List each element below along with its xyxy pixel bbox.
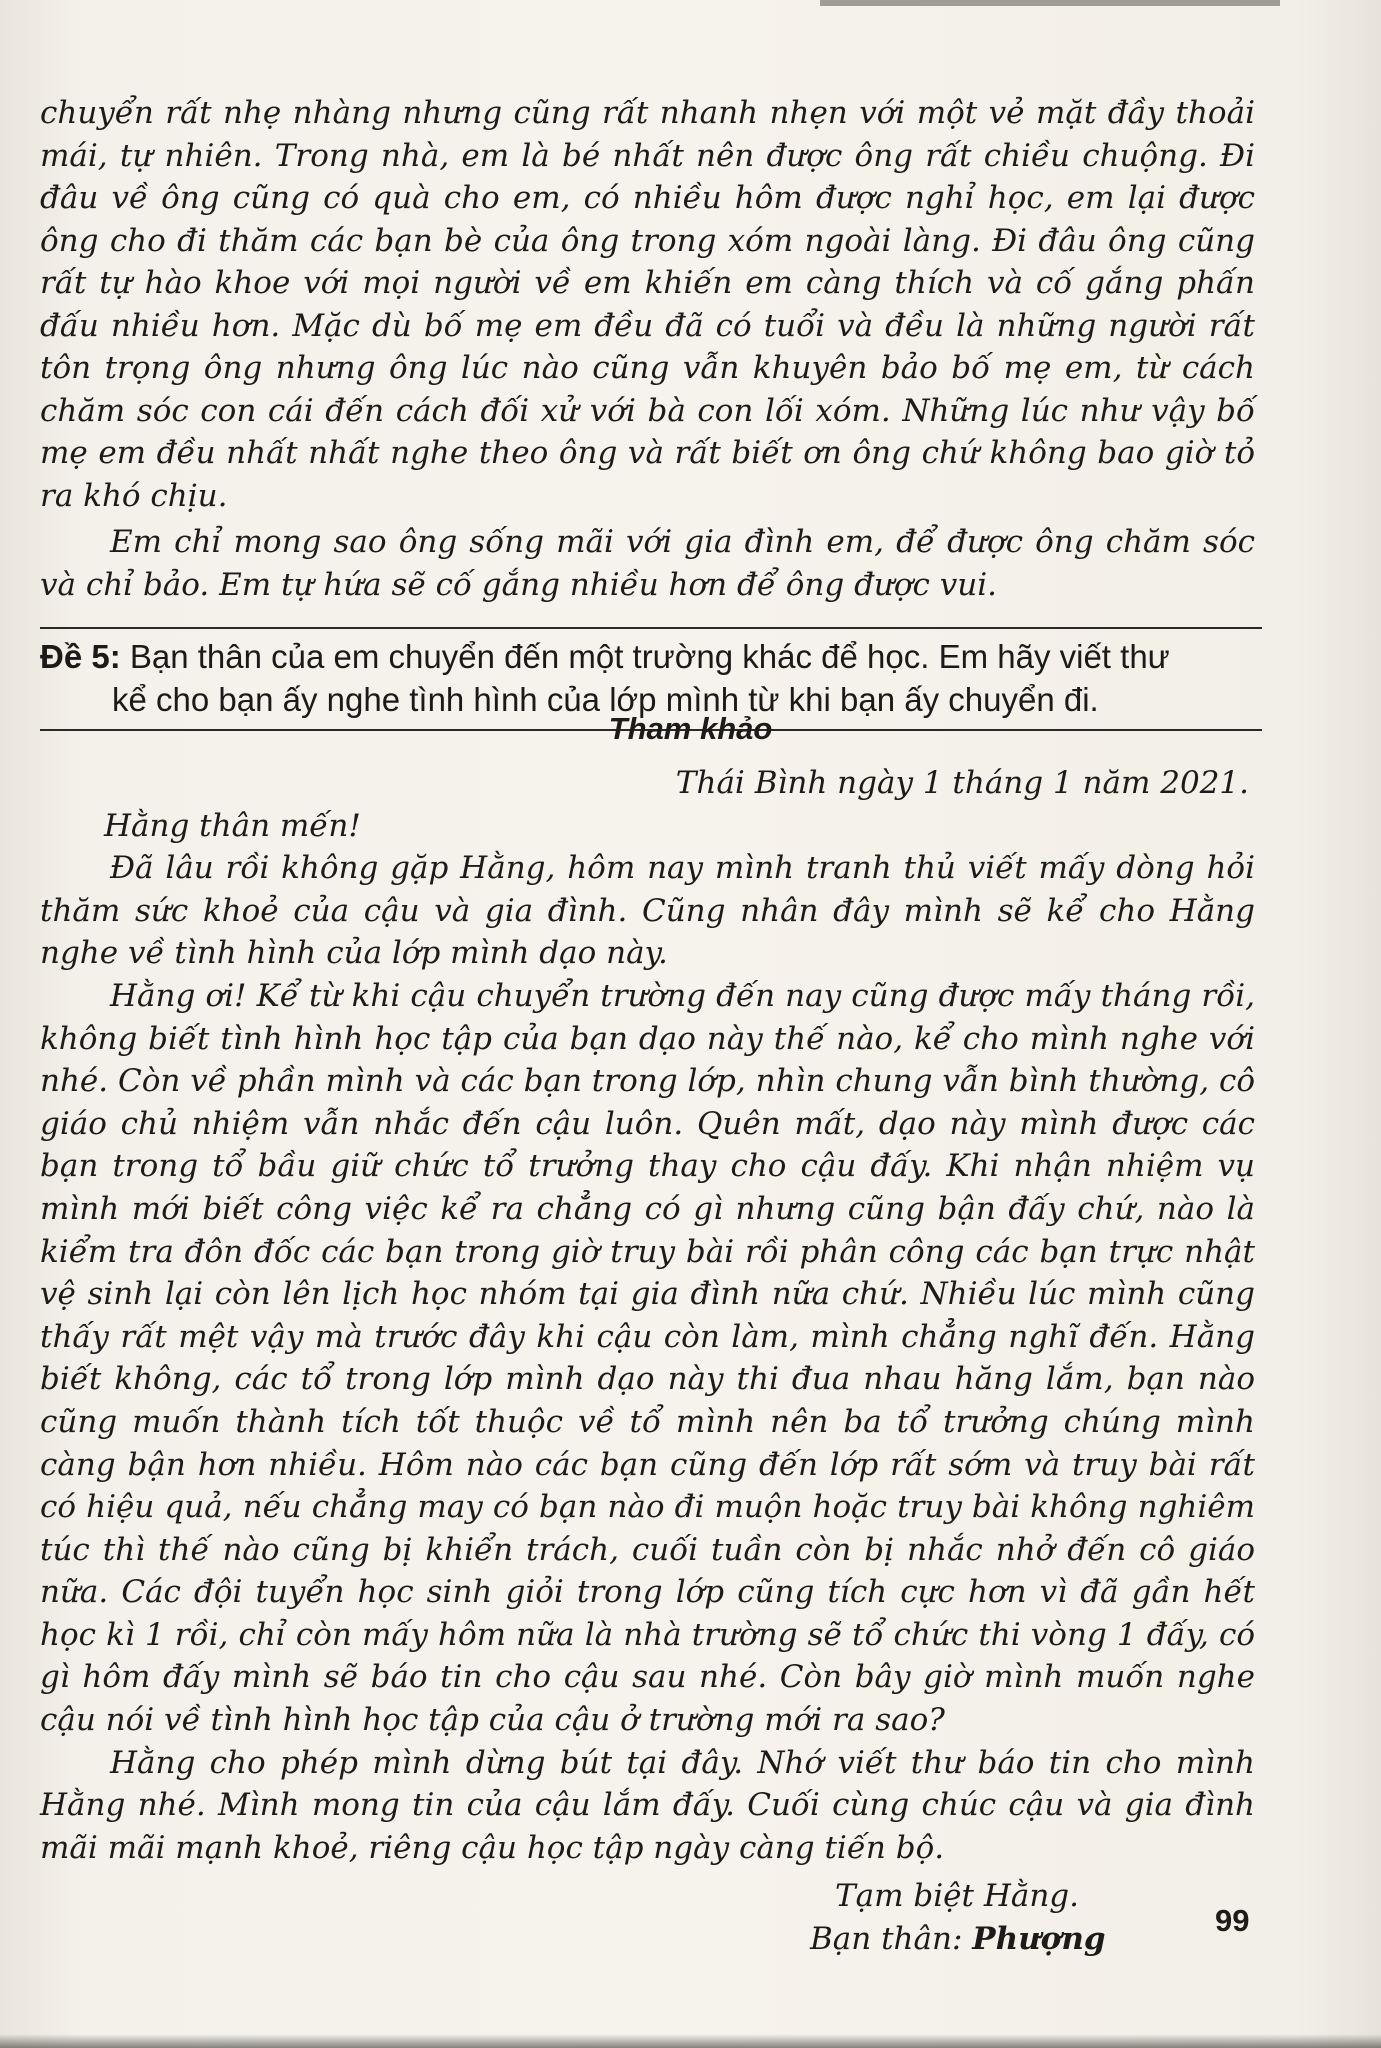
exercise-label: Đề 5:	[40, 638, 121, 675]
letter-paragraph: Đã lâu rồi không gặp Hằng, hôm nay mình tranh thủ viết mấy dòng hỏi thăm sức khoẻ của cậu và gia đình. Cũng nhân đây mình sẽ kể cho Hằng nghe về tình hình của lớp mình dạo này.	[40, 850, 1255, 972]
continuation-paragraph: chuyển rất nhẹ nhàng nhưng cũng rất nhanh nhẹn với một vẻ mặt đầy thoải mái, tự nhiên. Trong nhà, em là bé nhất nên được ông rất chiều chuộng. Đi đâu về ông cũng có quà cho em, có nhiều hôm được nghỉ học, em lại được ông cho đi thăm các bạn bè của ông trong xóm ngoài làng. Đi đâu ông cũng rất tự hào khoe với mọi người về em khiến em càng thích và cố gắng phấn đấu nhiều hơn. Mặc dù bố mẹ em đều đã có tuổi và đều là những người rất tôn trọng ông nhưng ông lúc nào cũng vẫn khuyên bảo bố mẹ em, từ cách chăm sóc con cái đến cách đối xử với bà con lối xóm. Những lúc như vậy bố mẹ em đều nhất nhất nghe theo ông và rất biết ơn ông chứ không bao giờ tỏ ra khó chịu.	[40, 95, 1255, 514]
exercise-line: Bạn thân của em chuyển đến một trường khác để học. Em hãy viết thư	[129, 638, 1170, 675]
letter-signature	[40, 1918, 1255, 1961]
letter-greeting: Hằng thân mến!	[104, 807, 361, 844]
page-number: 99	[1215, 1903, 1250, 1938]
continuation-text	[40, 92, 1255, 606]
letter-signoff: Tạm biệt Hằng.	[835, 1878, 1080, 1915]
letter-paragraph: Hằng ơi! Kể từ khi cậu chuyển trường đến nay cũng được mấy tháng rồi, không biết tình hình học tập của bạn dạo này thế nào, kể cho mình nghe với nhé. Còn về phần mình và các bạn trong lớp, nhìn chung vẫn bình thường, cô giáo chủ nhiệm vẫn nhắc đến cậu luôn. Quên mất, dạo này mình được các bạn trong tổ bầu giữ chức tổ trưởng thay cho cậu đấy. Khi nhận nhiệm vụ mình mới biết công việc kể ra chẳng có gì nhưng cũng bận đấy chứ, nào là kiểm tra đôn đốc các bạn trong giờ truy bài rồi phân công các bạn trực nhật vệ sinh lại còn lên lịch học nhóm tại gia đình nữa chứ. Nhiều lúc mình cũng thấy rất mệt vậy mà trước đây khi cậu còn làm, mình chẳng nghĩ đến. Hằng biết không, các tổ trong lớp mình dạo này thi đua nhau hăng lắm, bạn nào cũng muốn thành tích tốt thuộc về tổ mình nên ba tổ trưởng chúng mình càng bận hơn nhiều. Hôm nào các bạn cũng đến lớp rất sớm và truy bài rất có hiệu quả, nếu chẳng may có bạn nào đi muộn hoặc truy bài không nghiêm túc thì thế nào cũng bị khiển trách, cuối tuần còn bị nhắc nhở đến cô giáo nữa. Các đội tuyển học sinh giỏi trong lớp cũng tích cực hơn vì đã gần hết học kì 1 rồi, chỉ còn mấy hôm nữa là nhà trường sẽ tổ chức thi vòng 1 đấy, có gì hôm đấy mình sẽ báo tin cho cậu sau nhé. Còn bây giờ mình muốn nghe cậu nói về tình hình học tập của cậu ở trường mới ra sao?	[40, 977, 1255, 1739]
header-rule	[820, 0, 1280, 6]
exercise-line: kể cho bạn ấy nghe tình hình của lớp mình từ khi bạn ấy chuyển đi.	[112, 681, 1099, 718]
section-heading: Tham khảo	[608, 711, 773, 746]
signature-name: Phượng	[972, 1921, 1106, 1958]
sample-letter	[40, 762, 1255, 1961]
page-edge-shadow	[0, 2034, 1381, 2048]
letter-paragraph: Hằng cho phép mình dừng bút tại đây. Nhớ viết thư báo tin cho mình Hằng nhé. Mình mong tin của cậu lắm đấy. Cuối cùng chúc cậu và gia đình mãi mãi mạnh khoẻ, riêng cậu học tập ngày càng tiến bộ.	[40, 1744, 1255, 1866]
signature-prefix: Bạn thân:	[810, 1921, 963, 1958]
letter-date: Thái Bình ngày 1 tháng 1 năm 2021.	[675, 765, 1249, 801]
continuation-paragraph: Em chỉ mong sao ông sống mãi với gia đình em, để được ông chăm sóc và chỉ bảo. Em tự hứa sẽ cố gắng nhiều hơn để ông được vui.	[40, 524, 1255, 603]
